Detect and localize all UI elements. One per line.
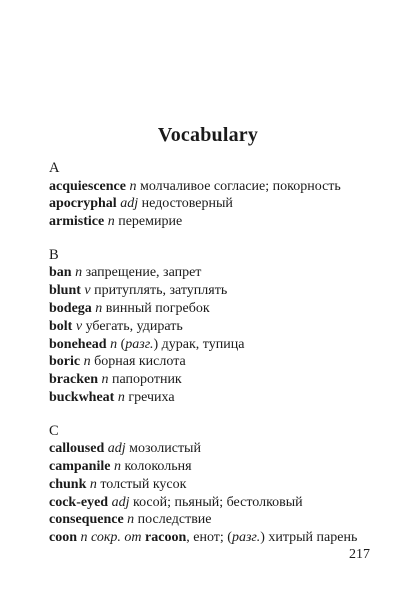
definition: борная кислота (94, 354, 186, 370)
section-letter: A (49, 160, 60, 176)
definition: косой; пьяный; бестолковый (132, 494, 303, 510)
definition: убегать, удирать (85, 318, 183, 334)
headword: chunk (49, 476, 87, 492)
usage-label: разг. (125, 336, 154, 352)
part-of-speech: adj (120, 196, 139, 212)
definition: молчаливое согласие; покорность (139, 178, 341, 194)
definition: гречиха (128, 389, 175, 405)
headword: bolt (49, 318, 73, 334)
definition: дурак, тупица (161, 336, 245, 352)
vocab-entry (49, 282, 389, 300)
vocab-entry (49, 300, 389, 318)
vocab-entry (49, 264, 389, 282)
part-of-speech: n (129, 178, 137, 194)
cross-reference: racoon (145, 530, 187, 546)
part-of-speech: n (101, 372, 109, 388)
vocab-entry (49, 494, 389, 512)
headword: coon (49, 530, 77, 546)
vocab-entry (49, 318, 389, 336)
vocab-entry (49, 371, 389, 389)
part-of-speech: adj (111, 494, 130, 510)
definition: притуплять, затуплять (94, 283, 228, 299)
definition: последствие (137, 512, 212, 528)
definition: папоротник (112, 372, 182, 388)
definition: мозолистый (129, 441, 201, 457)
headword: bracken (49, 372, 98, 388)
vocab-entry (49, 511, 389, 529)
headword: armistice (49, 214, 105, 230)
definition: ) хитрый парень (260, 530, 358, 546)
definition: перемирие (118, 214, 183, 230)
part-of-speech: adj (107, 441, 126, 457)
usage-note: (разг.) (120, 336, 159, 352)
vocab-entry (49, 178, 389, 196)
vocab-entry (49, 195, 389, 213)
part-of-speech: n (83, 354, 91, 370)
part-of-speech: v (75, 318, 83, 334)
part-of-speech: n (127, 512, 135, 528)
section-b (49, 247, 389, 407)
headword: cock-eyed (49, 494, 109, 510)
headword: consequence (49, 512, 124, 528)
definition: недостоверный (141, 196, 233, 212)
part-of-speech: n (110, 336, 118, 352)
part-of-speech: v (84, 283, 91, 299)
headword: bodega (49, 300, 92, 316)
vocab-entry (49, 353, 389, 371)
headword: ban (49, 265, 72, 281)
headword: blunt (49, 283, 81, 299)
definition: колокольня (124, 459, 192, 475)
headword: campanile (49, 459, 111, 475)
section-letter: B (49, 246, 59, 263)
part-of-speech: n (117, 389, 125, 405)
section-letter: C (49, 422, 59, 439)
headword: calloused (49, 441, 105, 457)
vocab-entry (49, 458, 389, 476)
part-of-speech: n (113, 459, 121, 475)
part-of-speech: n (80, 530, 88, 546)
section-c (49, 423, 389, 547)
headword: bonehead (49, 336, 107, 352)
definition: запрещение, запрет (85, 265, 202, 281)
part-of-speech: n (95, 300, 103, 316)
part-of-speech: n (89, 476, 97, 492)
headword: acquiescence (49, 178, 126, 194)
vocab-entry (49, 213, 389, 231)
vocab-entry (49, 440, 389, 458)
definition-part: , енот; ( (186, 530, 232, 546)
part-of-speech: n (75, 265, 83, 281)
vocab-entry (49, 336, 389, 354)
section-a (49, 160, 389, 231)
part-of-speech: n (107, 214, 115, 230)
vocabulary-list (49, 160, 389, 547)
usage-label: разг. (231, 530, 261, 546)
definition: винный погребок (105, 300, 210, 316)
vocab-entry (49, 529, 389, 547)
headword: boric (49, 354, 81, 370)
headword: buckwheat (49, 389, 115, 405)
definition: толстый кусок (100, 476, 187, 492)
vocab-entry (49, 476, 389, 494)
page-number: 217 (349, 547, 370, 562)
abbreviation-note: сокр. от (91, 530, 142, 546)
vocab-entry (49, 389, 389, 407)
page-title: Vocabulary (157, 124, 259, 146)
headword: apocryphal (49, 196, 117, 212)
